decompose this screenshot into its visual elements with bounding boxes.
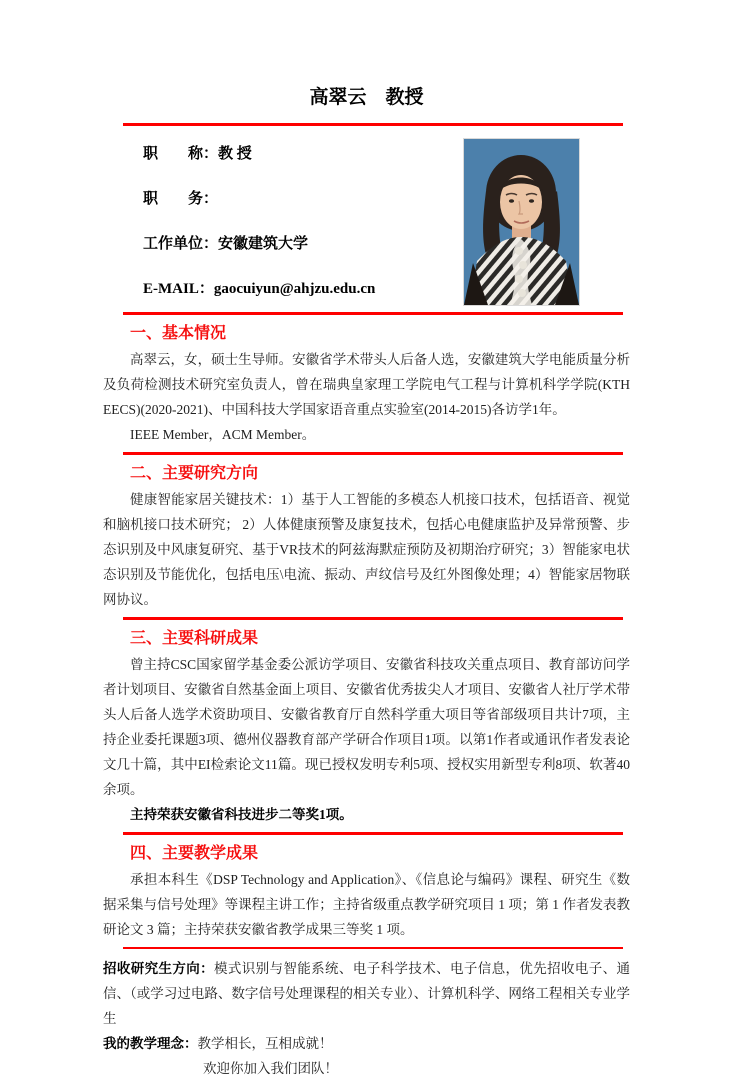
field-job-title-label: 职 称： <box>143 146 219 162</box>
field-job-title-value: 教 授 <box>218 146 252 162</box>
divider-rule <box>123 832 623 835</box>
section-paragraph: 高翠云，女，硕士生导师。安徽省学术带头人后备人选，安徽建筑大学电能质量分析及负荷检测技术研究室负责人，曾在瑞典皇家理工学院电气工程与计算机科学学院(KTH EECS)(2020-2021)、中国科技大学国家语音重点实验室(2014-2015)各访学1年。 <box>103 352 630 417</box>
footer-block <box>103 949 630 1081</box>
admission-text: 模式识别与智能系统、电子科学技术、电子信息，优先招收电子、通信、（或学习过电路、数字信号处理课程的相关专业）、计算机科学、网络工程相关专业学生 <box>103 961 631 1026</box>
admission-line <box>103 956 630 1031</box>
philosophy-label: 我的教学理念： <box>103 1036 198 1051</box>
section-research-directions <box>103 463 630 617</box>
divider-rule <box>123 452 623 455</box>
section-paragraph: 健康智能家居关键技术：1）基于人工智能的多模态人机接口技术，包括语音、视觉和脑机接口技术研究； 2）人体健康预警及康复技术，包括心电健康监护及异常预警、步态识别及中风康复研究、基于VR技术的阿兹海默症预防及初期治疗研究；3）智能家电状态识别及节能优化，包括电压\电流、振动、声纹信号及红外图像处理；4）智能家居物联网协议。 <box>103 492 630 607</box>
section-teaching-achievements <box>103 843 630 947</box>
section-heading: 二、主要研究方向 <box>130 465 259 482</box>
section-paragraph: 承担本科生《DSP Technology and Application》、《信息论与编码》课程、研究生《数据采集与信号处理》等课程主讲工作；主持省级重点教学研究项目 1 项；第 1 作者发表教研论文 3 篇；主持荣获安徽省教学成果三等奖 1 项。 <box>103 872 630 937</box>
field-position-label: 职 务： <box>143 191 219 207</box>
divider-rule <box>123 617 623 620</box>
section-paragraph: IEEE Member，ACM Member。 <box>130 427 316 442</box>
section-research-achievements <box>103 628 630 832</box>
section-heading: 三、主要科研成果 <box>130 630 259 647</box>
profile-photo <box>463 138 580 306</box>
section-paragraph: 曾主持CSC国家留学基金委公派访学项目、安徽省科技攻关重点项目、教育部访问学者计划项目、安徽省自然基金面上项目、安徽省优秀拔尖人才项目、安徽省人社厅学术带头人后备人选学术资助项目、安徽省教育厅自然科学重大项目等省部级项目共计7项，主持企业委托课题3项、德州仪器教育部产学研合作项目1项。以第1作者或通讯作者发表论文几十篇，其中EI检索论文11篇。现已授权发明专利5项、授权实用新型专利8项、软著40余项。 <box>103 657 630 797</box>
page-title: 高翠云 教授 <box>309 87 424 108</box>
field-employer-label: 工作单位： <box>143 236 219 252</box>
philosophy-line <box>103 1031 630 1056</box>
field-employer-value: 安徽建筑大学 <box>218 236 309 252</box>
field-email-label: E-MAIL： <box>143 281 214 297</box>
portrait-photo-icon <box>464 139 579 305</box>
admission-label: 招收研究生方向： <box>103 961 215 976</box>
section-heading: 一、基本情况 <box>130 325 227 342</box>
profile-info-block <box>103 126 630 312</box>
field-email-value: gaocuiyun@ahjzu.edu.cn <box>213 281 376 297</box>
welcome-line: 欢迎你加入我们团队！ <box>203 1061 338 1076</box>
section-basic-info <box>103 323 630 452</box>
divider-rule <box>123 312 623 315</box>
section-heading: 四、主要教学成果 <box>130 845 259 862</box>
philosophy-text: 教学相长，互相成就！ <box>197 1036 333 1051</box>
section-highlight: 主持荣获安徽省科技进步二等奖1项。 <box>130 807 353 822</box>
